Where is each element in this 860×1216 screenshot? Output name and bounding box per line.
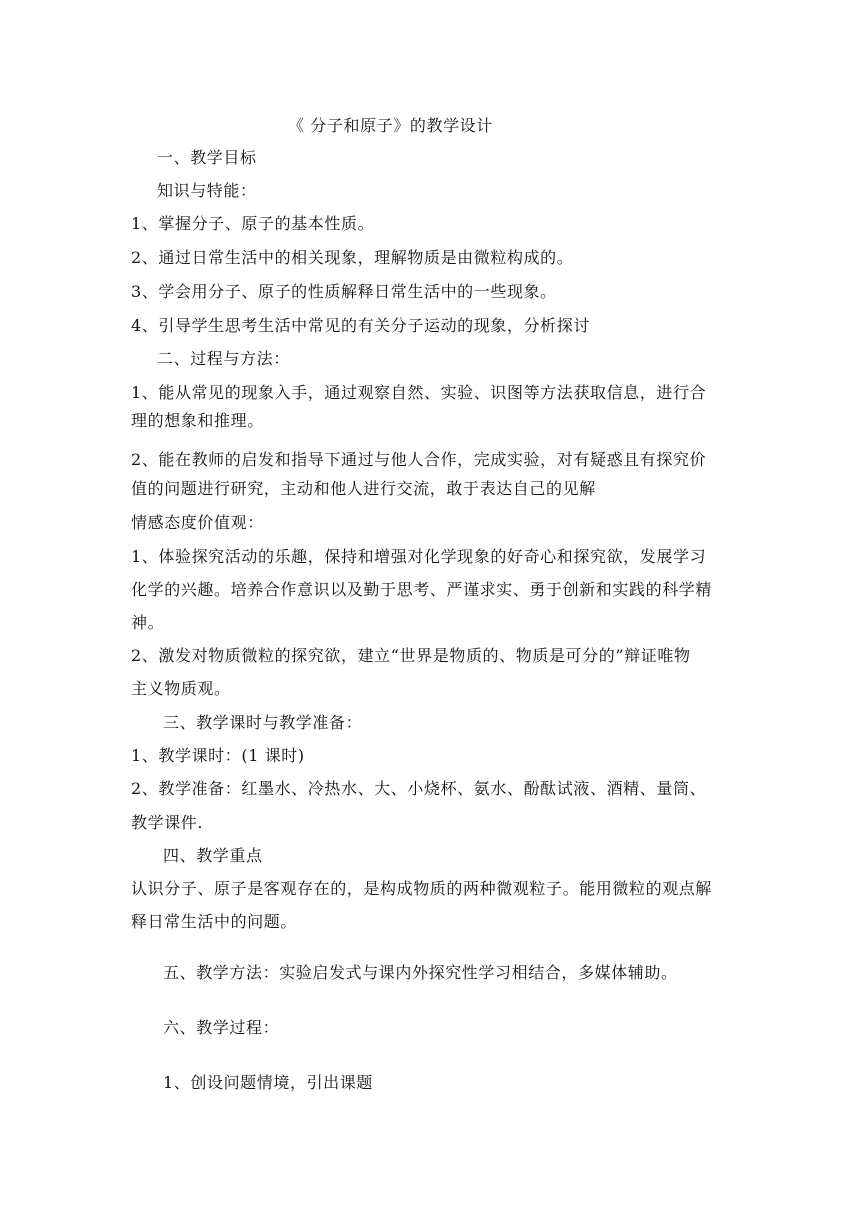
paragraph-line: 释日常生活中的问题。: [131, 912, 298, 931]
heading-class-hours-preparation: 三、教学课时与教学准备：: [163, 713, 363, 732]
heading-teaching-objectives: 一、教学目标: [157, 148, 257, 167]
paragraph-line: 认识分子、原子是客观存在的，是构成物质的两种微观粒子。能用微粒的观点解: [131, 879, 713, 898]
paragraph-line: 1、掌握分子、原子的基本性质。: [131, 214, 375, 233]
heading-process-methods: 二、过程与方法：: [157, 349, 290, 368]
subheading-knowledge-skills: 知识与特能：: [157, 181, 257, 200]
paragraph-line: 神。: [131, 613, 165, 632]
paragraph-line: 值的问题进行研究，主动和他人进行交流，敢于表达自己的见解: [131, 479, 596, 498]
paragraph-line: 理的想象和推理。: [131, 411, 264, 430]
paragraph-line: 教学课件.: [131, 813, 204, 832]
paragraph-line: 3、学会用分子、原子的性质解释日常生活中的一些现象。: [131, 282, 557, 301]
paragraph-line: 1、能从常见的现象入手，通过观察自然、实验、识图等方法获取信息，进行合: [131, 383, 707, 402]
heading-teaching-method: 五、教学方法：实验启发式与课内外探究性学习相结合，多媒体辅助。: [163, 963, 678, 982]
paragraph-line: 2、教学准备：红墨水、冷热水、大、小烧杯、氨水、酚酞试液、酒精、量筒、: [131, 779, 707, 798]
paragraph-line: 2、激发对物质微粒的探究欲，建立“世界是物质的、物质是可分的”辩证唯物: [131, 646, 691, 665]
paragraph-line: 2、通过日常生活中的相关现象，理解物质是由微粒构成的。: [131, 248, 574, 267]
paragraph-line: 主义物质观。: [131, 679, 231, 698]
paragraph-line: 1、教学课时：(1 课时): [131, 746, 305, 765]
paragraph-line: 2、能在教师的启发和指导下通过与他人合作，完成实验，对有疑惑且有探究价: [131, 450, 707, 469]
subheading-process-step-1: 1、创设问题情境，引出课题: [163, 1073, 373, 1092]
subheading-attitudes-values: 情感态度价值观：: [131, 513, 264, 532]
heading-teaching-focus: 四、教学重点: [163, 846, 263, 865]
paragraph-line: 1、体验探究活动的乐趣，保持和增强对化学现象的好奇心和探究欲，发展学习: [131, 547, 707, 566]
paragraph-line: 4、引导学生思考生活中常见的有关分子运动的现象，分析探讨: [131, 316, 590, 335]
heading-teaching-process: 六、教学过程：: [163, 1018, 280, 1037]
document-title: 《 分子和原子》的教学设计: [288, 116, 493, 135]
paragraph-line: 化学的兴趣。培养合作意识以及勤于思考、严谨求实、勇于创新和实践的科学精: [131, 580, 713, 599]
